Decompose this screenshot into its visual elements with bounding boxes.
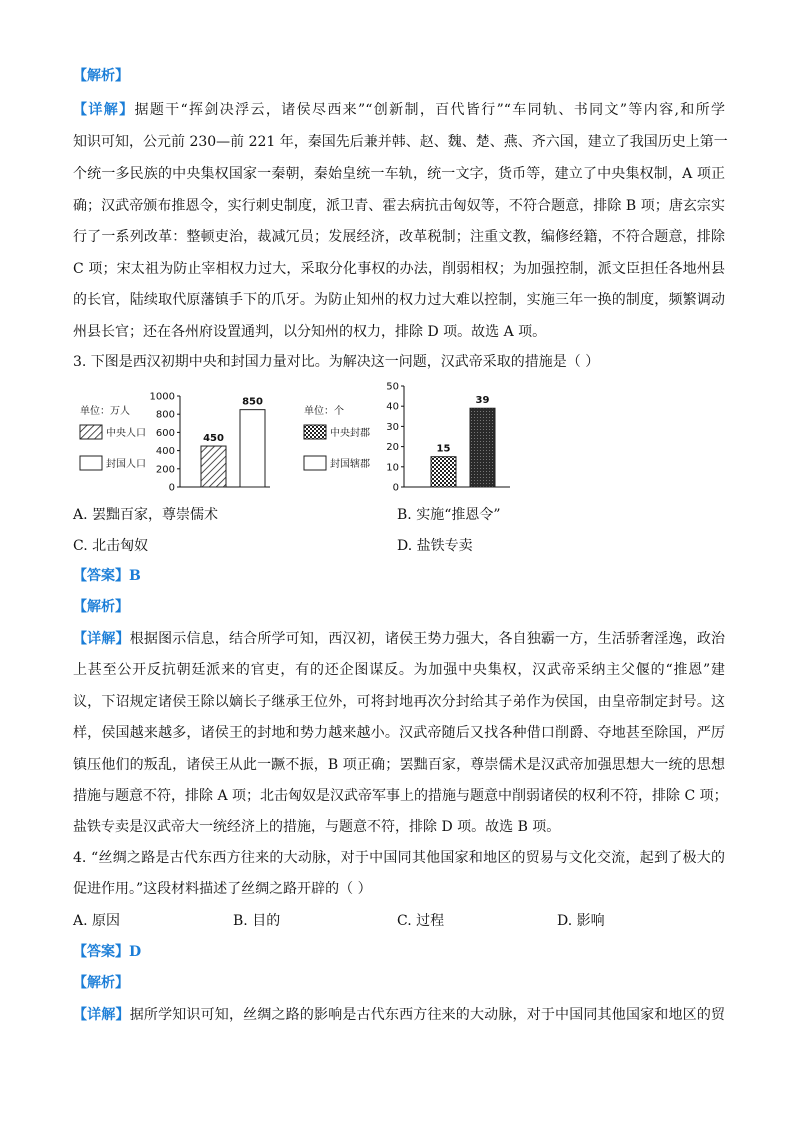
legend-central-label: 中央封郡 <box>330 428 370 439</box>
detail-paragraph-line: 议，下诏规定诸侯王除以嫡长子继承王位外，可将封地再次分封给其子弟作为侯国，由皇帝制定封号。这 <box>73 694 725 710</box>
data-label: 39 <box>475 395 490 407</box>
option-b: B. 实施“推恩令” <box>397 507 501 523</box>
answer-line: 【答案】D <box>73 944 142 960</box>
detail-paragraph-line: 行了一系列改革：整顿吏治，裁减冗员；发展经济，改革税制；注重文教，编修经籍，不符合题意，排除 <box>73 229 725 245</box>
detail-paragraph-line: 个统一多民族的中央集权国家一秦朝，秦始皇统一车轨，统一文字，货币等，建立了中央集权制，A 项正 <box>73 166 725 182</box>
question-3-stem: 3. 下图是西汉初期中央和封国力量对比。为解决这一问题，汉武帝采取的措施是（ ） <box>73 354 600 370</box>
option-c: C. 过程 <box>397 913 445 929</box>
y-tick-label: 20 <box>386 442 399 454</box>
y-tick-label: 800 <box>155 409 175 421</box>
legend-fief-label: 封国辖郡 <box>330 459 370 470</box>
option-d: D. 影响 <box>557 913 605 929</box>
option-c: C. 北击匈奴 <box>73 538 149 554</box>
detail-paragraph-line: C 项；宋太祖为防止宰相权力过大，采取分化事权的办法，削弱相权；为加强控制，派文臣担任各地州县 <box>73 261 725 277</box>
y-tick-label: 0 <box>168 482 175 494</box>
data-label: 850 <box>242 396 263 408</box>
analysis-heading: 【解析】 <box>73 599 129 615</box>
y-tick-label: 600 <box>155 427 175 439</box>
chart1-unit-label: 单位：万人 <box>80 406 130 417</box>
option-a: A. 原因 <box>73 913 121 929</box>
y-tick-label: 400 <box>155 446 175 458</box>
detail-paragraph-line: 样，侯国越来越多，诸侯王的封地和势力越来越小。汉武帝随后又找各种借口削爵、夺地甚至除国，严厉 <box>73 725 725 741</box>
data-label: 15 <box>436 443 451 455</box>
chart2-plot-area <box>386 382 510 494</box>
detail-paragraph-line: 知识可知，公元前 230—前 221 年，秦国先后兼并韩、赵、魏、楚、燕、齐六国，建立了我国历史上第一 <box>73 134 728 150</box>
y-tick-label: 1000 <box>149 391 175 403</box>
analysis-heading: 【解析】 <box>73 68 129 84</box>
question-4-stem: 4. “丝绸之路是古代东西方往来的大动脉，对于中国同其他国家和地区的贸易与文化交流，起到了极大的 <box>73 850 725 866</box>
detail-paragraph-line: 上甚至公开反抗朝廷派来的官吏，有的还企图谋反。为加强中央集权，汉武帝采纳主父偃的“推恩”建 <box>73 662 725 678</box>
detail-paragraph-line: 【详解】据题干“挥剑决浮云，诸侯尽西来”“创新制，百代皆行”“车同轨、书同文”等内容,和所学 <box>73 102 725 118</box>
question-4-stem: 促进作用。”这段材料描述了丝绸之路开辟的（ ） <box>73 881 372 897</box>
detail-paragraph-line: 盐铁专卖是汉武帝大一统经济上的措施，与题意不符，排除 D 项。故选 B 项。 <box>73 819 561 835</box>
chart1-plot-area <box>150 392 270 494</box>
detail-paragraph-line: 【详解】根据图示信息，结合所学可知，西汉初，诸侯王势力强大，各自独霸一方，生活骄奢淫逸，政治 <box>73 631 726 647</box>
detail-paragraph-line: 【详解】据所学知识可知，丝绸之路的影响是古代东西方往来的大动脉，对于中国同其他国家和地区的贸 <box>73 1007 726 1023</box>
analysis-heading: 【解析】 <box>73 975 129 991</box>
detail-paragraph-line: 镇压他们的叛乱，诸侯王从此一蹶不振，B 项正确；罢黜百家，尊崇儒术是汉武帝加强思想大一统的思想 <box>73 757 725 773</box>
option-a: A. 罢黜百家，尊崇儒术 <box>73 507 219 523</box>
y-tick-label: 30 <box>386 421 399 433</box>
legend-central-swatch <box>80 425 102 439</box>
legend-fief-swatch <box>80 456 102 470</box>
legend-fief-label: 封国人口 <box>106 459 146 470</box>
detail-paragraph-line: 的长官，陆续取代原藩镇手下的爪牙。为防止知州的权力过大难以控制，实施三年一换的制度，频繁调动 <box>73 292 725 308</box>
legend-central-label: 中央人口 <box>106 428 146 439</box>
prefecture-bar-chart <box>300 378 530 498</box>
chart2-unit-label: 单位：个 <box>304 406 344 417</box>
detail-paragraph-line: 确；汉武帝颁布推恩令，实行刺史制度，派卫青、霍去病抗击匈奴等，不符合题意，排除 B 项；唐玄宗实 <box>73 198 725 214</box>
option-d: D. 盐铁专卖 <box>397 538 473 554</box>
legend-central-swatch <box>304 425 326 439</box>
bar <box>240 410 265 487</box>
y-tick-label: 50 <box>386 381 399 393</box>
population-bar-chart <box>70 378 300 498</box>
bar <box>470 408 495 487</box>
legend-fief-swatch <box>304 456 326 470</box>
bar <box>201 446 226 487</box>
y-tick-label: 40 <box>386 401 399 413</box>
detail-paragraph-line: 措施与题意不符，排除 A 项；北击匈奴是汉武帝军事上的措施与题意中削弱诸侯的权利不符，排除 C 项； <box>73 788 728 804</box>
answer-line: 【答案】B <box>73 568 141 584</box>
data-label: 450 <box>203 433 224 445</box>
bar <box>431 457 456 487</box>
y-tick-label: 200 <box>155 464 175 476</box>
option-b: B. 目的 <box>233 913 281 929</box>
y-tick-label: 0 <box>392 482 399 494</box>
detail-paragraph-line: 州县长官；还在各州府设置通判，以分知州的权力，排除 D 项。故选 A 项。 <box>73 324 547 340</box>
y-tick-label: 10 <box>386 462 399 474</box>
